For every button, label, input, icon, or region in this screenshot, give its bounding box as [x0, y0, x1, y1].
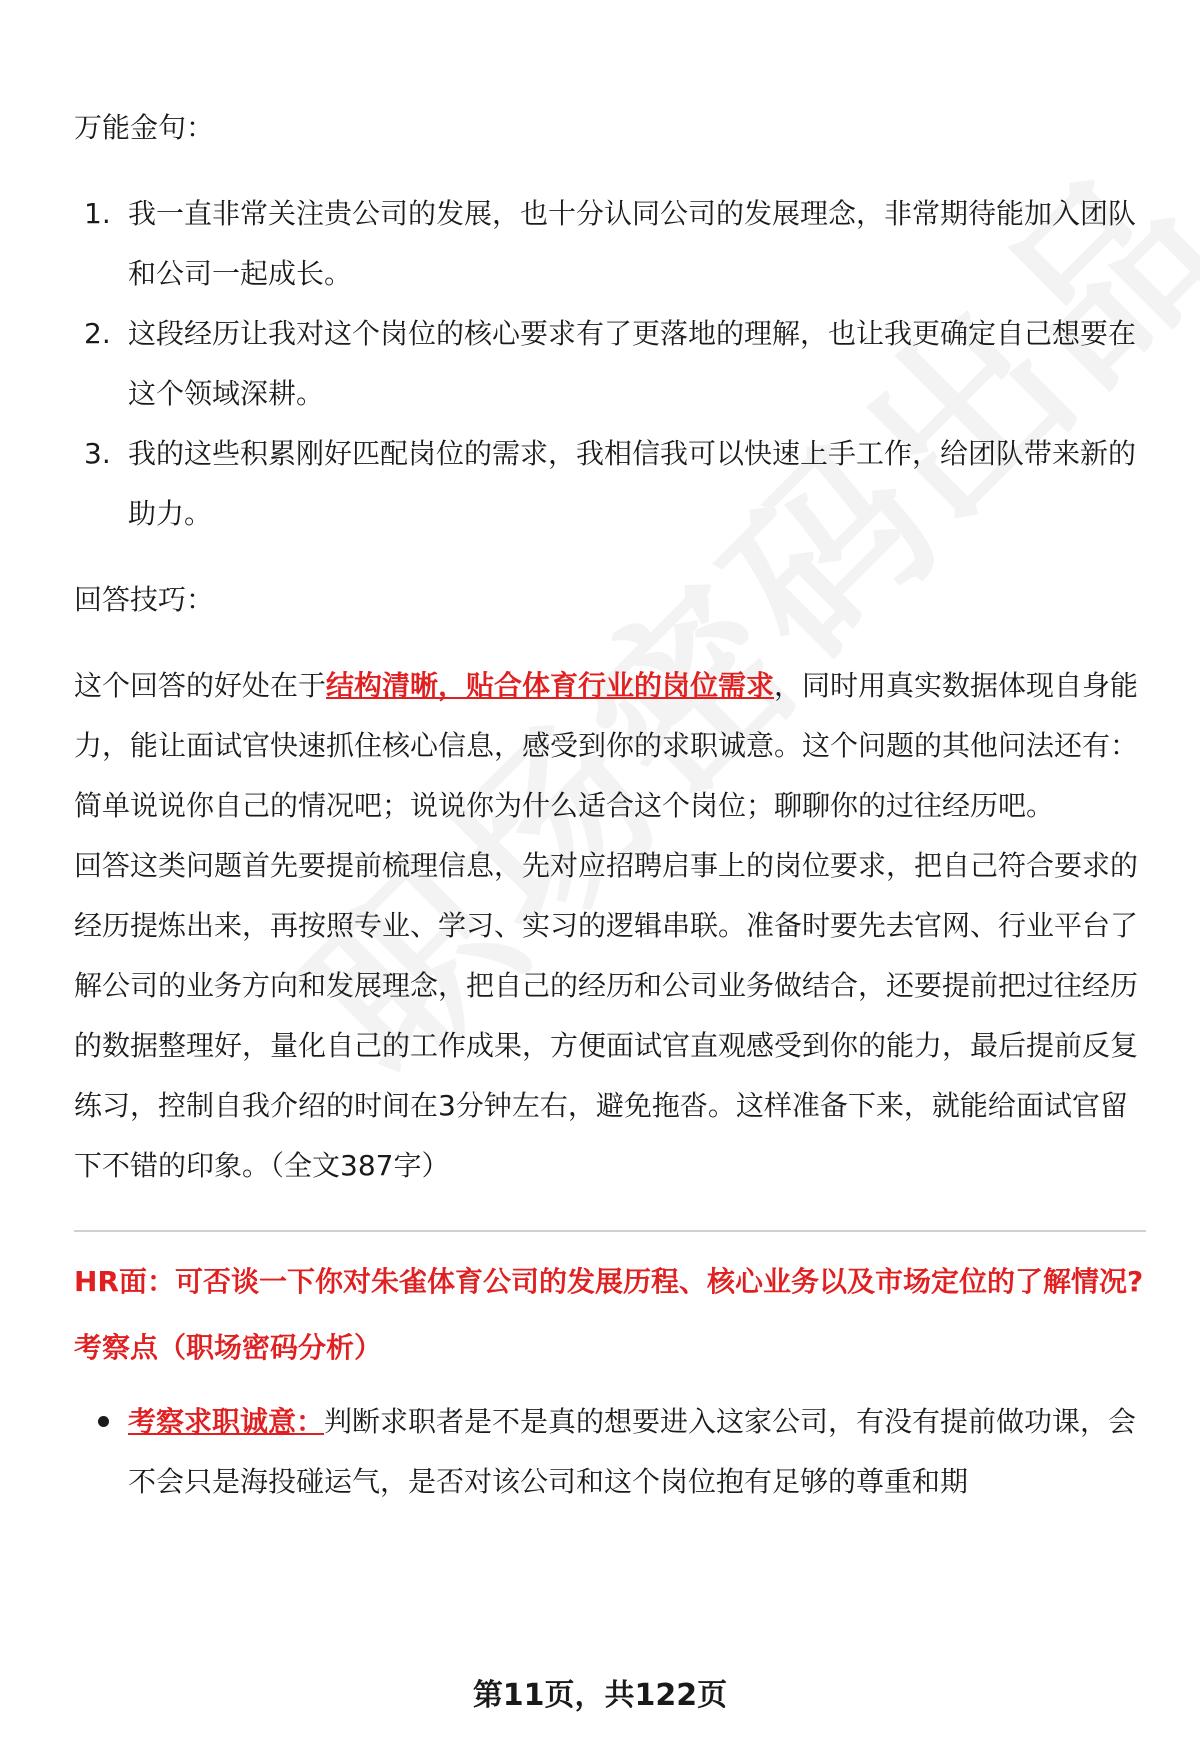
- list-text: 判断求职者是不是真的想要进入这家公司，有没有提前做功课，会不会只是海投碰运气，是否对该公司和这个岗位抱有足够的尊重和期: [128, 1405, 1137, 1498]
- numbered-list: [74, 184, 1146, 544]
- section-label: 回答技巧：: [74, 583, 215, 616]
- page-number: 第11页，共122页: [472, 1678, 728, 1713]
- paragraph-text: 这个回答的好处在于: [74, 669, 327, 702]
- list-item: [74, 424, 1146, 544]
- list-number: 2.: [84, 317, 111, 350]
- list-text: 这段经历让我对这个岗位的核心要求有了更落地的理解，也让我更确定自己想要在这个领域深耕。: [128, 317, 1137, 410]
- list-number: 1.: [84, 197, 111, 230]
- section-label: 万能金句：: [74, 111, 215, 144]
- paragraph-text: ，同时用真实数据体现自身能力，能让面试官快速抓住核心信息，感受到你的求职诚意。这个问题的其他问法还有：简单说说你自己的情况吧；说说你为什么适合这个岗位；聊聊你的过往经历吧。: [74, 669, 1139, 822]
- highlight-text: 考察求职诚意：: [128, 1405, 325, 1438]
- list-text: 我一直非常关注贵公司的发展，也十分认同公司的发展理念，非常期待能加入团队和公司一起成长。: [128, 197, 1137, 290]
- list-item: [74, 184, 1146, 304]
- bullet-icon: [98, 1416, 109, 1427]
- list-text: 我的这些积累刚好匹配岗位的需求，我相信我可以快速上手工作，给团队带来新的助力。: [128, 437, 1137, 530]
- divider: [74, 1230, 1146, 1232]
- list-item: [74, 304, 1146, 424]
- list-number: 3.: [84, 437, 111, 470]
- bullet-list: [74, 1392, 1146, 1512]
- highlight-text: 结构清晰，贴合体育行业的岗位需求: [326, 669, 775, 702]
- list-item: [74, 1392, 1146, 1512]
- sub-heading: 考察点（职场密码分析）: [74, 1331, 383, 1364]
- tips-paragraph: [74, 656, 1146, 836]
- interview-question: HR面：可否谈一下你对朱雀体育公司的发展历程、核心业务以及市场定位的了解情况?: [74, 1265, 1144, 1298]
- page-content: [74, 98, 1146, 1512]
- tips-paragraph: 回答这类问题首先要提前梳理信息，先对应招聘启事上的岗位要求，把自己符合要求的经历提炼出来，再按照专业、学习、实习的逻辑串联。准备时要先去官网、行业平台了解公司的业务方向和发展理念，把自己的经历和公司业务做结合，还要提前把过往经历的数据整理好，量化自己的工作成果，方便面试官直观感受到你的能力，最后提前反复练习，控制自我介绍的时间在3分钟左右，避免拖沓。这样准备下来，就能给面试官留下不错的印象。（全文387字）: [74, 849, 1139, 1182]
